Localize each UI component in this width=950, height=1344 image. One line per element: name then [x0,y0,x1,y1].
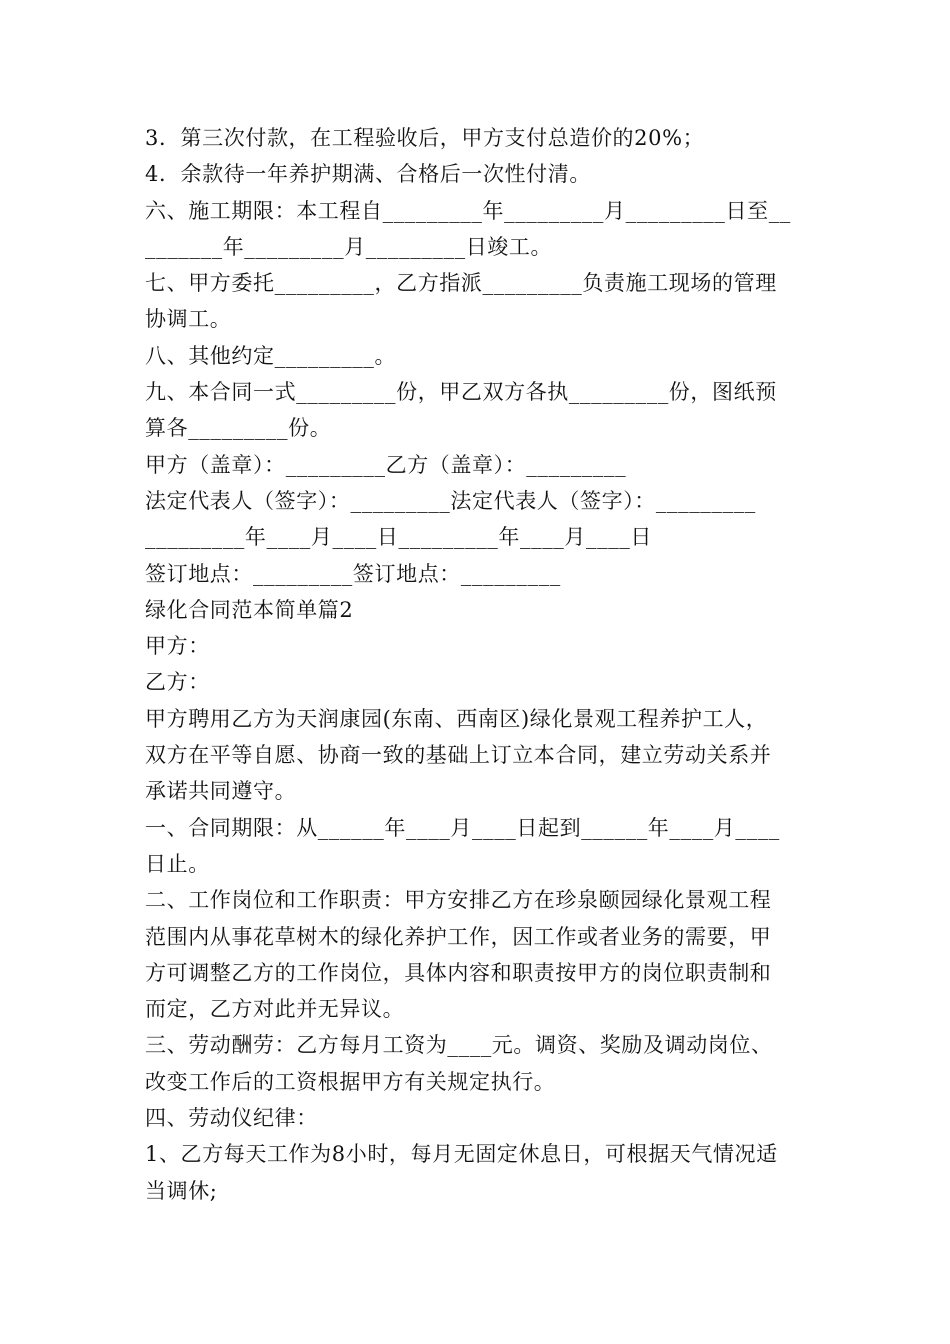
text-line: 乙方： [145,670,210,695]
text-line: 范围内从事花草树木的绿化养护工作，因工作或者业务的需要，甲 [145,924,772,949]
text-line: 签订地点：_________签订地点：_________ [145,561,561,586]
text-line: 算各_________份。 [145,416,332,441]
text-line: 4．余款待一年养护期满、合格后一次性付清。 [145,162,591,187]
text-line: 甲方（盖章）：_________乙方（盖章）：_________ [145,452,627,477]
text-line: _________年____月____日_________年____月____日 [145,525,652,550]
text-line: 四、劳动仪纪律： [145,1106,318,1131]
text-line: 一、合同期限：从______年____月____日起到______年____月____ [145,815,780,840]
text-line: 甲方： [145,634,210,659]
text-line: 方可调整乙方的工作岗位，具体内容和职责按甲方的岗位职责制和 [145,960,772,985]
text-line: 3．第三次付款，在工程验收后，甲方支付总造价的20%； [145,126,705,150]
text-line: 七、甲方委托_________，乙方指派_________负责施工现场的管理 [145,271,777,296]
document-body [145,120,810,1209]
text-line: 八、其他约定_________。 [145,343,397,368]
text-line: 日止。 [145,851,210,876]
text-line: 二、工作岗位和工作职责：甲方安排乙方在珍泉颐园绿化景观工程 [145,888,772,913]
text-line: 协调工。 [145,307,232,332]
text-line: 法定代表人（签字）：_________法定代表人（签字）：_________ [145,488,756,513]
text-line: _______年_________月_________日竣工。 [145,234,553,259]
text-line: 双方在平等自愿、协商一致的基础上订立本合同，建立劳动关系并 [145,743,772,768]
text-line: 承诺共同遵守。 [145,779,297,804]
text-line: 改变工作后的工资根据甲方有关规定执行。 [145,1069,556,1094]
text-line: 当调休; [145,1178,218,1203]
section-title: 绿化合同范本简单篇2 [145,597,354,622]
text-line: 三、劳动酬劳：乙方每月工资为____元。调资、奖励及调动岗位、 [145,1033,773,1058]
text-line: 甲方聘用乙方为天润康园(东南、西南区)绿化景观工程养护工人， [145,706,768,731]
text-line: 而定，乙方对此并无异议。 [145,997,405,1022]
text-line: 九、本合同一式_________份，甲乙双方各执_________份，图纸预 [145,380,777,405]
text-line: 1、乙方每天工作为8小时，每月无固定休息日，可根据天气情况适 [145,1142,778,1167]
text-line: 六、施工期限：本工程自_________年_________月_________日至__ [145,198,791,223]
